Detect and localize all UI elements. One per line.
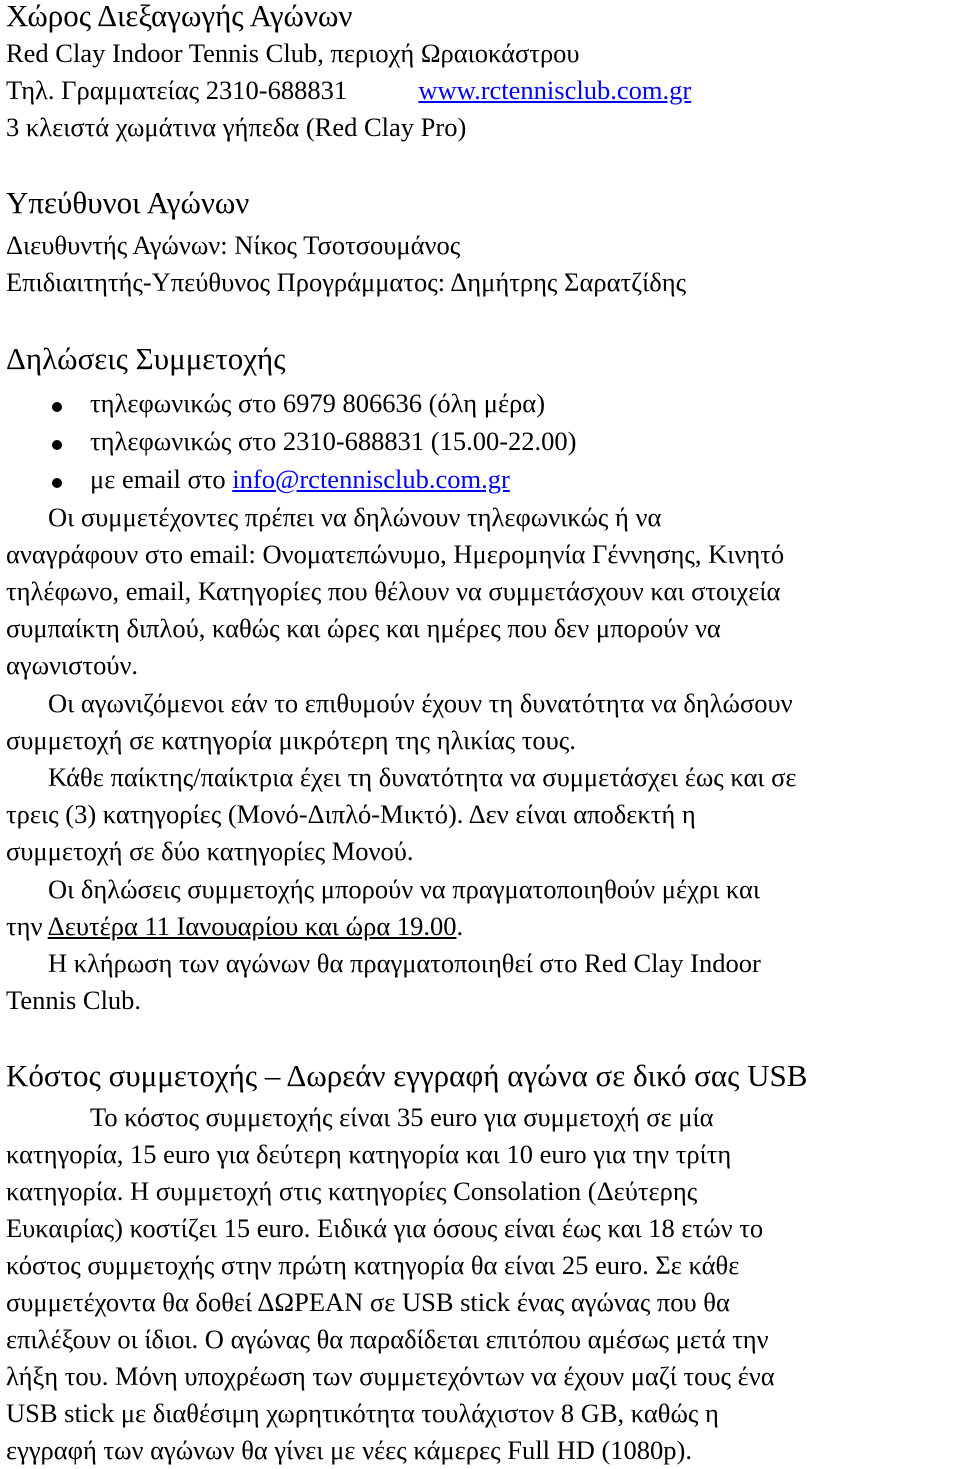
email-prefix: με email στο [90, 464, 233, 494]
entry-email-line [90, 461, 510, 497]
p3-line-1: Κάθε παίκτης/παίκτρια έχει τη δυνατότητα να συμμετάσχει έως και σε [48, 762, 797, 792]
p3-line-2: τρεις (3) κατηγορίες (Μονό-Διπλό-Μικτό). Δεν είναι αποδεκτή η [6, 799, 696, 829]
phone-label: Τηλ. Γραμματείας 2310-688831 [6, 75, 348, 105]
p1-line-5: αγωνιστούν. [6, 650, 139, 680]
bullet-icon [52, 478, 62, 488]
deadline-text: Δευτέρα 11 Ιανουαρίου και ώρα 19.00 [47, 911, 457, 941]
venue-heading: Χώρος Διεξαγωγής Αγώνων [6, 0, 353, 33]
entries-heading: Δηλώσεις Συμμετοχής [6, 341, 286, 376]
cost-line-7: επιλέξουν οι ίδιοι. Ο αγώνας θα παραδίδεται επιτόπου αμέσως μετά την [6, 1324, 769, 1354]
p3-line-3: συμμετοχή σε δύο κατηγορίες Μονού. [6, 836, 414, 866]
cost-line-1: Το κόστος συμμετοχής είναι 35 euro για συμμετοχή σε μία [90, 1102, 714, 1132]
cost-line-8: λήξη του. Μόνη υποχρέωση των συμμετεχόντων να έχουν μαζί τους ένα [6, 1361, 775, 1391]
officials-heading: Υπεύθυνοι Αγώνων [6, 185, 250, 220]
p1-line-1: Οι συμμετέχοντες πρέπει να δηλώνουν τηλεφωνικώς ή να [48, 502, 662, 532]
cost-line-5: κόστος συμμετοχής στην πρώτη κατηγορία θα είναι 25 euro. Σε κάθε [6, 1250, 740, 1280]
p4-suffix: . [456, 911, 464, 941]
cost-line-6: συμμετέχοντα θα δοθεί ΔΩΡΕΑΝ σε USB stick ένας αγώνας που θα [6, 1287, 730, 1317]
cost-line-4: Ευκαιρίας) κοστίζει 15 euro. Ειδικά για όσους είναι έως και 18 ετών το [6, 1213, 764, 1243]
cost-line-3: κατηγορία. Η συμμετοχή στις κατηγορίες Consolation (Δεύτερης [6, 1176, 698, 1206]
p4-prefix: την [6, 911, 48, 941]
p1-line-4: συμπαίκτη διπλού, καθώς και ώρες και ημέρες που δεν μπορούν να [6, 613, 721, 643]
bullet-icon [52, 402, 62, 412]
cost-line-9: USB stick με διαθέσιμη χωρητικότητα τουλάχιστον 8 GB, καθώς η [6, 1398, 719, 1428]
entry-phone-1: τηλεφωνικώς στο 6979 806636 (όλη μέρα) [90, 388, 546, 418]
p2-line-2: συμμετοχή σε κατηγορία μικρότερη της ηλικίας τους. [6, 725, 576, 755]
entry-phone-2: τηλεφωνικώς στο 2310-688831 (15.00-22.00) [90, 426, 577, 456]
cost-heading: Κόστος συμμετοχής – Δωρεάν εγγραφή αγώνα σε δικό σας USB [6, 1058, 808, 1093]
bullet-icon [52, 440, 62, 450]
p4-line-2 [6, 908, 463, 944]
p1-line-2: αναγράφουν στο email: Ονοματεπώνυμο, Ημερομηνία Γέννησης, Κινητό [6, 539, 785, 569]
courts-line: 3 κλειστά χωμάτινα γήπεδα (Red Clay Pro) [6, 112, 467, 142]
p1-line-3: τηλέφωνο, email, Κατηγορίες που θέλουν να συμμετάσχουν και στοιχεία [6, 576, 781, 606]
p5-line-2: Tennis Club. [6, 985, 142, 1015]
p4-line-1: Οι δηλώσεις συμμετοχής μπορούν να πραγματοποιηθούν μέχρι και [48, 874, 760, 904]
p5-line-1: Η κλήρωση των αγώνων θα πραγματοποιηθεί στο Red Clay Indoor [48, 948, 761, 978]
phone-line [6, 72, 691, 108]
email-link[interactable]: info@rctennisclub.com.gr [232, 464, 510, 494]
p2-line-1: Οι αγωνιζόμενοι εάν το επιθυμούν έχουν τη δυνατότητα να δηλώσουν [48, 688, 793, 718]
website-link[interactable]: www.rctennisclub.com.gr [418, 75, 692, 105]
cost-line-2: κατηγορία, 15 euro για δεύτερη κατηγορία και 10 euro για την τρίτη [6, 1139, 732, 1169]
referee-line: Επιδιαιτητής-Υπεύθυνος Προγράμματος: Δημήτρης Σαρατζίδης [6, 267, 687, 297]
cost-line-10: εγγραφή των αγώνων θα γίνει με νέες κάμερες Full HD (1080p). [6, 1435, 692, 1465]
director-line: Διευθυντής Αγώνων: Νίκος Τσοτσουμάνος [6, 230, 461, 260]
club-line: Red Clay Indoor Tennis Club, περιοχή Ωραιοκάστρου [6, 38, 580, 68]
